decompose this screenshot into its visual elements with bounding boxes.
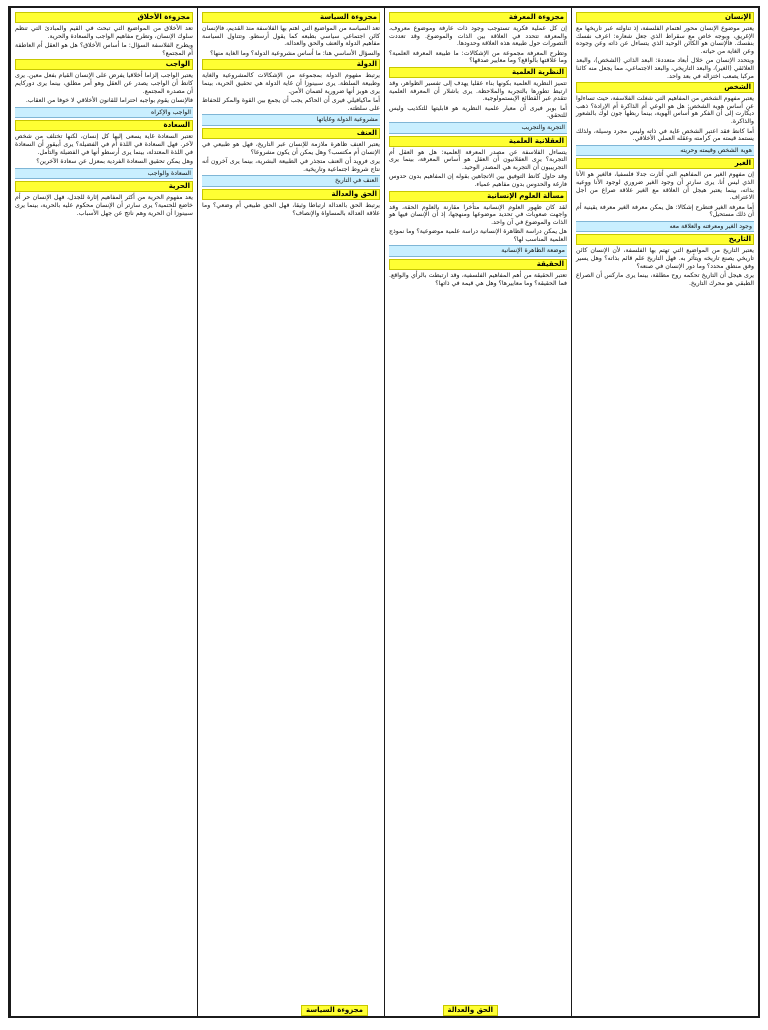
section-paragraph: لقد كان ظهور العلوم الإنسانية متأخرا مقارنة بالعلوم الحقة، وقد واجهت صعوبات في تحديد موضوعها ومنهجها، إذ أن الإنسان فيها هو الذات والموضوع في آن واحد. [389,203,567,226]
section-paragraph: وتطرح المعرفة مجموعة من الإشكالات: ما طبيعة المعرفة العلمية؟ وما علاقتها بالواقع؟ وما معايير صدقها؟ [389,49,567,65]
highlight-box: مشروعية الدولة وغاياتها [202,114,380,126]
section-paragraph: تعتبر الحقيقة من أهم المفاهيم الفلسفية، وقد ارتبطت بالرأي والواقع. فما الحقيقة؟ وما معاييرها؟ وهل هي قيمة في ذاتها؟ [389,272,567,287]
section-paragraph: ويتحدد الإنسان من خلال أبعاد متعددة: البعد الذاتي (الشخص)، والبعد العلائقي (الغير)، والبعد التاريخي، والبعد الاجتماعي، مما يجعل منه كائنا مركبا يصعب اختزاله في بعد واحد. [576,57,754,80]
section-paragraph: يعتبر الواجب إلزاما أخلاقيا يفرض على الإنسان القيام بفعل معين. يرى كانط أن الواجب يصدر عن العقل وهو أمر مطلق، بينما يرى دوركايم أن مصدره المجتمع. [15,72,193,95]
section-paragraph: يرى هيجل أن التاريخ تحكمه روح مطلقة، بينما يرى ماركس أن الصراع الطبقي هو محرك التاريخ. [576,272,754,287]
section-paragraph: يعد مفهوم الحرية من أكثر المفاهيم إثارة للجدل، فهل الإنسان حر أم خاضع للحتمية؟ يرى سارتر أن الإنسان محكوم عليه بالحرية، بينما يرى سبينوزا أن الحرية وهم ناتج عن جهل الأسباب. [15,194,193,217]
section-paragraph: أما معرفة الغير فتطرح إشكالا: هل يمكن معرفة الغير معرفة يقينية أم أن ذلك مستحيل؟ [576,203,754,219]
section-heading: الإنسان [576,12,754,23]
section-heading: النظرية العلمية [389,67,567,78]
section-paragraph: تعد الأخلاق من المواضيع التي تبحث في القيم والمبادئ التي تنظم سلوك الإنسان، وتطرح مفاهيم الواجب والسعادة والحرية. [15,25,193,40]
column-4 [10,8,197,1016]
section-paragraph: يرتبط الحق بالعدالة ارتباطا وثيقا، فهل الحق طبيعي أم وضعي؟ وما علاقة العدالة بالمساواة والإنصاف؟ [202,201,380,217]
section-paragraph: ويطرح الفلاسفة السؤال: ما أساس الأخلاق؟ هل هو العقل أم العاطفة أم المجتمع؟ [15,42,193,57]
section-heading: مسألة العلوم الإنسانية [389,191,567,202]
section-paragraph: تتميز النظرية العلمية بكونها بناء عقليا يهدف إلى تفسير الظواهر، وقد ارتبط تطورها بالتجربة والملاحظة. يرى باشلار أن المعرفة العلمية تتقدم عبر القطائع الإبستمولوجية. [389,79,567,103]
section-paragraph: والسؤال الأساسي هنا: ما أساس مشروعية الدولة؟ وما الغاية منها؟ [210,49,380,57]
section-heading: الواجب [15,59,193,70]
section-paragraph: أما ماكيافيلي فيرى أن الحاكم يجب أن يجمع بين القوة والمكر للحفاظ على سلطته. [202,97,380,112]
highlight-box: وجود الغير ومعرفته والعلاقة معه [576,221,754,233]
section-paragraph: أما كانط فقد اعتبر الشخص غاية في ذاته وليس مجرد وسيلة، ولذلك يستمد قيمته من كرامته وعقله العملي الأخلاقي. [576,127,754,143]
highlight-box: السعادة والواجب [15,168,193,180]
section-paragraph: يرى فرويد أن العنف متجذر في الطبيعة البشرية، بينما يرى آخرون أنه نتاج شروط اجتماعية وتاريخية. [202,158,380,173]
section-paragraph: وهل يمكن تحقيق السعادة الفردية بمعزل عن سعادة الآخرين؟ [36,158,193,166]
section-paragraph: وقد حاول كانط التوفيق بين الاتجاهين بقوله إن المفاهيم بدون حدوس فارغة والحدوس بدون مفاهيم عمياء. [389,173,567,188]
section-heading: الشخص [576,82,754,93]
highlight-box: موضعة الظاهرة الإنسانية [389,245,567,257]
section-heading: التاريخ [576,234,754,245]
section-heading: الدولة [202,59,380,70]
section-paragraph: يعتبر موضوع الإنسان محور اهتمام الفلسفة، إذ تناولته عبر تاريخها مع الإغريق، وبوجه خاص مع سقراط الذي جعل شعاره: اعرف نفسك بنفسك. فالإنسان هو الكائن الوحيد الذي يتساءل عن ذاته وعن وجوده وعن الغاية من حياته. [576,25,754,55]
highlight-box: العنف في التاريخ [202,175,380,187]
column-3 [197,8,384,1016]
section-paragraph: تعد السياسة من المواضيع التي اهتم بها الفلاسفة منذ القديم، فالإنسان كائن اجتماعي سياسي بطبعه كما يقول أرسطو. وتتناول السياسة مفاهيم الدولة والعنف والحق والعدالة. [202,25,380,48]
study-sheet [8,6,760,1018]
section-paragraph: إن كل عملية فكرية تستوجب وجود ذات عارفة وموضوع معروف، والمعرفة تتحدد في العلاقة بين الذات والموضوع. وقد تعددت التصورات حول طبيعة هذه العلاقة وحدودها. [389,25,567,48]
column-2 [384,8,571,1016]
section-heading: الحرية [15,181,193,192]
footer-tab-left: الحق والعدالة [443,1005,498,1016]
highlight-box: الواجب والإكراه [15,107,193,119]
section-paragraph: يعتبر العنف ظاهرة ملازمة للإنسان عبر التاريخ، فهل هو طبيعي في الإنسان أم مكتسب؟ وهل يمكن أن يكون مشروعا؟ [202,140,380,156]
section-heading: مجزوءة السياسة [202,12,380,23]
section-paragraph: تعتبر السعادة غاية يسعى إليها كل إنسان، لكنها تختلف من شخص لآخر. فهل السعادة في اللذة أم في الفضيلة؟ يرى أبيقور أن السعادة في اللذة المعتدلة، بينما يرى أرسطو أنها في الفضيلة والتأمل. [15,133,193,156]
section-heading: الحقيقة [389,259,567,270]
section-paragraph: إن مفهوم الغير من المفاهيم التي أثارت جدلا فلسفيا، فالغير هو الأنا الذي ليس أنا. يرى سارتر أن وجود الغير ضروري لوجود الأنا ووعيه بذاته، بينما يعتبر هيجل أن العلاقة مع الغير علاقة صراع من أجل الاعتراف. [576,171,754,202]
section-paragraph: أما بوبر فيرى أن معيار علمية النظرية هو قابليتها للتكذيب وليس للتحقق. [389,104,567,120]
section-paragraph: فالإنسان يقوم بواجبه احتراما للقانون الأخلاقي لا خوفا من العقاب. [25,97,193,105]
section-heading: مجزوءة الأخلاق [15,12,193,23]
highlight-box: هوية الشخص وقيمته وحريته [576,145,754,157]
section-paragraph: يرتبط مفهوم الدولة بمجموعة من الإشكالات كالمشروعية والغاية وطبيعة السلطة. يرى سبينوزا أن غاية الدولة هي تحقيق الحرية، بينما يرى هوبز أنها ضرورية لضمان الأمن. [202,72,380,95]
section-paragraph: يعتبر مفهوم الشخص من المفاهيم التي شغلت الفلاسفة، حيث تساءلوا عن أساس هوية الشخص: هل هو الوعي أم الذاكرة أم الإرادة؟ ذهب ديكارت إلى أن الفكر هو أساس الهوية، بينما ربطها جون لوك بالشعور والذاكرة. [576,95,754,125]
section-heading: العنف [202,128,380,139]
section-heading: الغير [576,158,754,169]
section-paragraph: يعتبر التاريخ من المواضيع التي تهتم بها الفلسفة، لأن الإنسان كائن تاريخي يصنع تاريخه ويتأثر به. فهل التاريخ علم قائم بذاته؟ وهل يسير وفق منطق محدد؟ وما دور الإنسان في صنعه؟ [576,247,754,270]
section-heading: السعادة [15,120,193,131]
section-heading: العقلانية العلمية [389,136,567,147]
section-heading: مجزوءة المعرفة [389,12,567,23]
footer-tab-right: مجزوءة السياسة [301,1005,368,1016]
section-heading: الحق والعدالة [202,189,380,200]
column-1 [571,8,758,1016]
section-paragraph: يتساءل الفلاسفة عن مصدر المعرفة العلمية: هل هو العقل أم التجربة؟ يرى العقلانيون أن العقل هو أساس المعرفة، بينما يرى التجريبيون أن التجربة هي المصدر الوحيد. [389,148,567,171]
highlight-box: التجربة والتجريب [389,122,567,134]
section-paragraph: هل يمكن دراسة الظاهرة الإنسانية دراسة علمية موضوعية؟ وما نموذج العلمية المناسب لها؟ [389,228,567,243]
